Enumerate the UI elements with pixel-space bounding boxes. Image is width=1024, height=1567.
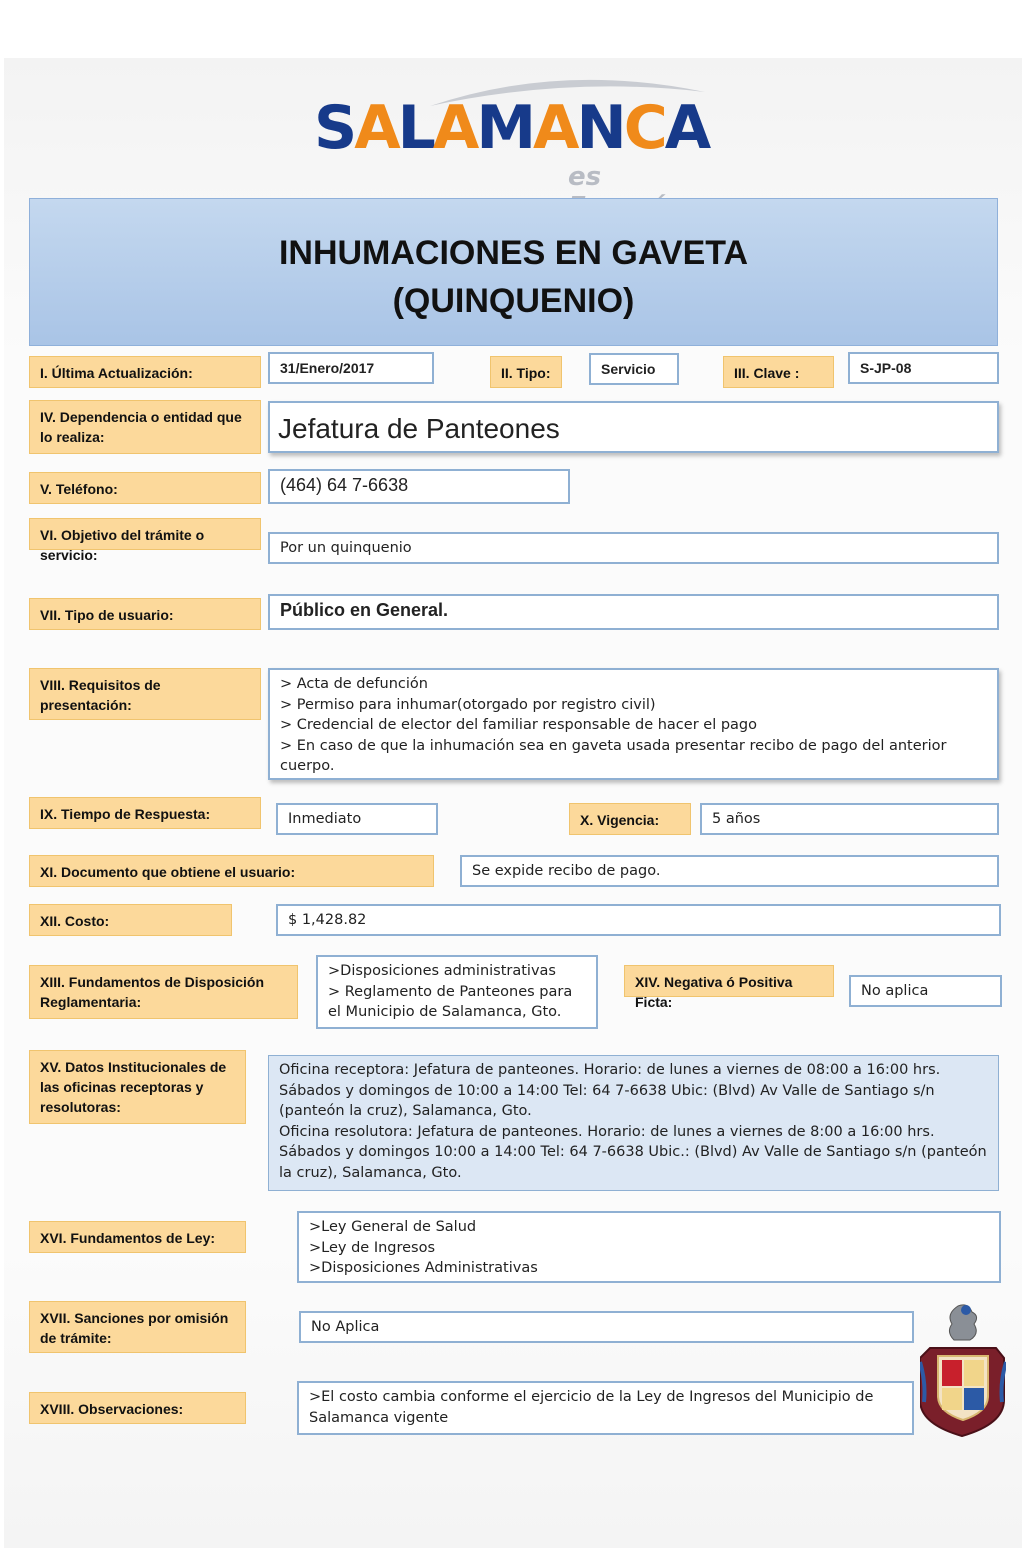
disposicion-item: > Reglamento de Panteones para el Municipio de Salamanca, Gto. [328,983,573,1020]
label-observaciones: XVIII. Observaciones: [29,1392,246,1424]
label-datos-institucionales: XV. Datos Institucionales de las oficinas receptoras y resolutoras: [29,1050,246,1124]
label-tiempo-respuesta: IX. Tiempo de Respuesta: [29,797,261,829]
label-fundamentos-disposicion: XIII. Fundamentos de Disposición Reglamentaria: [29,965,298,1019]
ley-item: >Disposiciones Administrativas [309,1260,538,1276]
label-clave: III. Clave : [723,356,834,388]
title-line-1: INHUMACIONES EN GAVETA [278,234,749,272]
oficina-receptora: Oficina receptora: Jefatura de panteones. Horario: de lunes a viernes de 08:00 a 16:00 hrs. Sábados y domingos de 10:00 a 14:00 Tel: 64 7-6638 Ubic: (Blvd) Av Valle de Santiago s/n (panteón la cruz), Salamanca, Gto. [279,1062,941,1119]
value-sanciones: No Aplica [299,1311,914,1343]
value-costo: $ 1,428.82 [276,904,1001,936]
label-fundamentos-ley: XVI. Fundamentos de Ley: [29,1221,246,1253]
value-vigencia: 5 años [700,803,999,835]
label-requisitos: VIII. Requisitos de presentación: [29,668,261,720]
label-negativa-positiva: XIV. Negativa ó Positiva Ficta: [624,965,834,997]
label-documento: XI. Documento que obtiene el usuario: [29,855,434,887]
label-dependencia: IV. Dependencia o entidad que lo realiza: [29,400,261,454]
value-tiempo-respuesta: Inmediato [276,803,438,835]
value-negativa-positiva: No aplica [849,975,1002,1007]
label-tipo-usuario: VII. Tipo de usuario: [29,598,261,630]
ley-item: >Ley de Ingresos [309,1239,436,1256]
value-observaciones: >El costo cambia conforme el ejercicio de la Ley de Ingresos del Municipio de Salamanca vigente [297,1381,914,1435]
value-dependencia: Jefatura de Panteones [268,401,999,453]
value-ultima-actualizacion: 31/Enero/2017 [268,352,434,384]
label-telefono: V. Teléfono: [29,472,261,504]
label-ultima-actualizacion: I. Última Actualización: [29,356,261,388]
logo-wordmark: SALAMANCA [314,93,709,163]
value-fundamentos-disposicion [316,955,598,1029]
requisito-item: > En caso de que la inhumación sea en gaveta usada presentar recibo de pago del anterior cuerpo. [280,737,947,774]
requisito-item: > Permiso para inhumar(otorgado por registro civil) [280,696,656,713]
value-documento: Se expide recibo de pago. [460,855,999,887]
value-objetivo: Por un quinquenio [268,532,999,564]
disposicion-item: >Disposiciones administrativas [328,963,556,979]
label-sanciones: XVII. Sanciones por omisión de trámite: [29,1301,246,1353]
oficina-resolutora: Oficina resolutora: Jefatura de panteones. Horario: de lunes a viernes de 8:00 a 16:00 hrs. Sábados y domingos 10:00 a 14:00 Tel: 64 7-6638 Ubic.: (Blvd) Av Valle de Santiago s/n (panteón la cruz), Salamanca, Gto. [279,1123,987,1181]
value-requisitos [268,668,999,780]
label-vigencia: X. Vigencia: [569,803,691,835]
label-tipo: II. Tipo: [490,356,562,388]
coat-of-arms-icon [920,1302,1006,1438]
value-tipo: Servicio [589,353,679,385]
value-tipo-usuario: Público en General. [268,594,999,630]
logo-tagline: es [568,162,602,192]
requisito-item: > Credencial de elector del familiar responsable de hacer el pago [280,717,757,733]
value-clave: S-JP-08 [848,352,999,384]
ley-item: >Ley General de Salud [309,1219,477,1235]
title-line-2: (QUINQUENIO) [392,282,635,320]
requisito-item: > Acta de defunción [280,676,428,692]
document-title [29,198,998,346]
label-costo: XII. Costo: [29,904,232,936]
value-telefono: (464) 64 7-6638 [268,469,570,504]
value-fundamentos-ley [297,1211,1001,1283]
salamanca-logo [300,70,720,200]
value-datos-institucionales [268,1055,999,1191]
label-objetivo: VI. Objetivo del trámite o servicio: [29,518,261,550]
